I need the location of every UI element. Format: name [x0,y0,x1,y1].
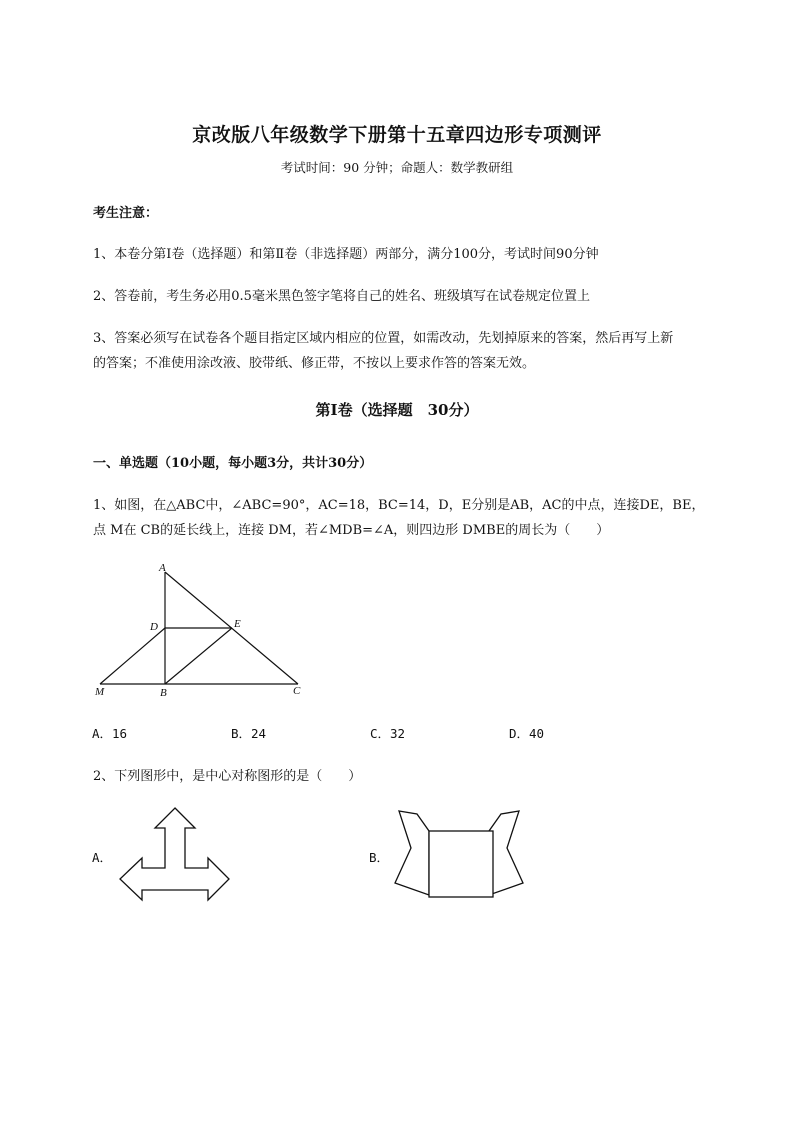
note-item-3: 3、答案必须写在试卷各个题目指定区域内相应的位置，如需改动，先划掉原来的答案，然后再写上新 [93,331,674,346]
label-a: A [159,562,166,574]
segment-be [165,628,232,684]
q1-option-d[interactable]: D．40 [509,726,545,741]
q2-option-a[interactable]: A． [92,850,113,865]
notes-heading: 考生注意： [93,206,159,221]
note-item-2: 2、答卷前，考生务必用0.5毫米黑色签字笔将自己的姓名、班级填写在试卷规定位置上 [93,289,590,304]
label-b: B [160,687,167,699]
question-2-stem: 2、下列图形中，是中心对称图形的是（ ） [93,769,362,784]
center-square [429,831,493,897]
q1-option-b[interactable]: B．24 [231,726,267,741]
label-e: E [234,618,241,630]
question-1-stem-cont: 点 M在 CB的延长线上，连接 DM，若∠MDB=∠A，则四边形 DMBE的周长为（ ） [93,523,610,538]
question-1-stem: 1、如图，在△ABC中，∠ABC=90°，AC=18，BC=14，D，E分别是AB，AC的中点，连接DE，BE， [93,498,705,513]
note-item-1: 1、本卷分第Ⅰ卷（选择题）和第Ⅱ卷（非选择题）两部分，满分100分，考试时间90分钟 [93,247,599,262]
q2-option-b[interactable]: B． [369,850,390,865]
right-flap [489,811,523,895]
triangle-figure [88,558,318,700]
note-item-3-cont: 的答案；不准使用涂改液、胶带纸、修正带，不按以上要求作答的答案无效。 [93,356,536,371]
three-way-arrow-shape [115,805,233,905]
part-heading: 一、单选题（10小题，每小题3分，共计30分） [93,456,373,471]
page-title: 京改版八年级数学下册第十五章四边形专项测评 [192,124,602,146]
label-d: D [150,621,158,633]
folded-square-shape [393,808,525,902]
label-m: M [95,686,105,698]
exam-info: 考试时间：90 分钟；命题人：数学教研组 [280,160,514,175]
segment-dm [100,628,165,684]
label-c: C [293,685,301,697]
q1-option-c[interactable]: C．32 [370,726,406,741]
q1-option-a[interactable]: A．16 [92,726,128,741]
section-title: 第Ⅰ卷（选择题 30分） [315,401,479,419]
left-flap [395,811,429,895]
